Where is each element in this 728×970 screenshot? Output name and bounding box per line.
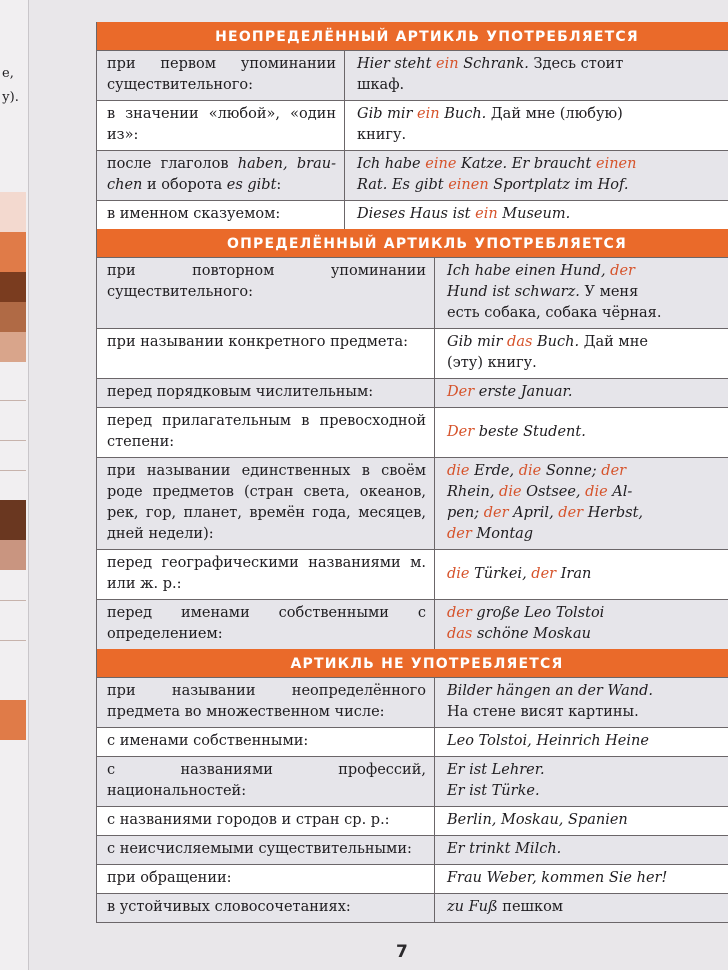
article-word: Der bbox=[447, 384, 475, 400]
example-cell bbox=[435, 258, 728, 328]
example-line bbox=[357, 175, 728, 196]
rule-cell: с названиями профессий, национальностей: bbox=[97, 757, 435, 806]
example-line bbox=[447, 524, 728, 545]
article-word: einen bbox=[448, 177, 489, 193]
example-text: Ich habe bbox=[357, 156, 426, 172]
article-word: ein bbox=[475, 206, 498, 222]
rule-cell: с именами собственными: bbox=[97, 728, 435, 756]
example-text: zu Fuß bbox=[447, 899, 503, 915]
article-word: die bbox=[585, 484, 608, 500]
article-usage-table bbox=[96, 22, 728, 923]
translation-text: книгу. bbox=[357, 127, 407, 143]
rule-text: после глаголов bbox=[107, 156, 238, 172]
example-line bbox=[447, 897, 728, 918]
table-row bbox=[97, 893, 728, 923]
facing-page-edge bbox=[0, 0, 29, 970]
textbook-page bbox=[60, 0, 728, 970]
example-cell bbox=[345, 101, 728, 150]
example-cell bbox=[435, 550, 728, 599]
table-row bbox=[97, 864, 728, 893]
example-cell bbox=[435, 894, 728, 922]
example-line bbox=[447, 810, 728, 831]
article-word: eine bbox=[425, 156, 457, 172]
table-row bbox=[97, 100, 728, 150]
example-text: große Leo Tolstoi bbox=[471, 605, 605, 621]
example-line bbox=[357, 125, 728, 146]
table-row bbox=[97, 378, 728, 407]
table-row bbox=[97, 599, 728, 649]
rule-cell: в именном сказуемом: bbox=[97, 201, 345, 229]
article-word: Der bbox=[447, 423, 475, 440]
table-row bbox=[97, 549, 728, 599]
example-text: Buch. bbox=[439, 106, 491, 122]
example-line bbox=[357, 154, 728, 175]
example-cell bbox=[435, 408, 728, 457]
example-text: Frau Weber, kommen Sie her! bbox=[447, 870, 668, 886]
section-header: ОПРЕДЕЛЁННЫЙ АРТИКЛЬ УПОТРЕБЛЯЕТСЯ bbox=[97, 229, 728, 257]
divider bbox=[0, 640, 26, 641]
example-text: schöne Moskau bbox=[472, 626, 591, 642]
article-word: ein bbox=[436, 56, 459, 72]
example-line bbox=[447, 261, 728, 282]
article-word: der bbox=[610, 263, 635, 279]
table-row bbox=[97, 407, 728, 457]
table-row bbox=[97, 50, 728, 100]
example-text: Er ist Türke. bbox=[447, 783, 540, 799]
translation-text: пешком bbox=[502, 899, 564, 915]
table-row bbox=[97, 835, 728, 864]
rule-cell: при назывании неопределённого предмета во множественном числе: bbox=[97, 678, 435, 727]
example-line bbox=[447, 282, 728, 303]
rule-cell: перед порядковым числительным: bbox=[97, 379, 435, 407]
translation-text: Дай мне bbox=[583, 334, 648, 350]
example-text: Dieses Haus ist bbox=[357, 206, 476, 222]
example-text: Gib mir bbox=[357, 106, 418, 122]
example-text: Rhein, bbox=[447, 484, 500, 500]
example-text: Erde, bbox=[469, 463, 519, 479]
facing-page-text: у). bbox=[2, 90, 19, 105]
example-text: pen; bbox=[447, 505, 484, 521]
rule-text: : bbox=[276, 177, 282, 193]
article-word: der bbox=[531, 565, 557, 582]
table-row bbox=[97, 200, 728, 229]
example-line bbox=[447, 564, 728, 585]
example-cell bbox=[435, 836, 728, 864]
example-line bbox=[357, 54, 728, 75]
example-cell bbox=[435, 678, 728, 727]
rule-term: es gibt bbox=[226, 177, 277, 193]
example-cell bbox=[435, 757, 728, 806]
rule-cell: при обращении: bbox=[97, 865, 435, 893]
example-text: Hier steht bbox=[357, 56, 437, 72]
color-band bbox=[0, 232, 26, 272]
translation-text: Дай мне (любую) bbox=[490, 106, 623, 122]
article-word: die bbox=[447, 463, 470, 479]
article-word: der bbox=[447, 605, 472, 621]
translation-text: У меня bbox=[584, 284, 639, 300]
example-text: Bilder hängen an der Wand. bbox=[447, 683, 653, 699]
example-text: Er trinkt Milch. bbox=[447, 841, 562, 857]
rule-term: chen bbox=[107, 177, 143, 193]
rule-text: и оборота bbox=[142, 177, 227, 193]
divider bbox=[0, 600, 26, 601]
table-row bbox=[97, 677, 728, 727]
example-text: Katze. Er braucht bbox=[456, 156, 596, 172]
rule-cell bbox=[97, 151, 345, 200]
example-text: Buch. bbox=[532, 334, 584, 350]
example-line bbox=[447, 332, 728, 353]
rule-cell: при назывании конкретного предмета: bbox=[97, 329, 435, 378]
rule-cell: в значении «любой», «один из»: bbox=[97, 101, 345, 150]
table-row bbox=[97, 806, 728, 835]
example-text: Herbst, bbox=[583, 505, 644, 521]
section-header: НЕОПРЕДЕЛЁННЫЙ АРТИКЛЬ УПОТРЕБЛЯЕТСЯ bbox=[97, 22, 728, 50]
example-cell bbox=[435, 728, 728, 756]
example-line bbox=[447, 503, 728, 524]
article-word: die bbox=[518, 463, 542, 479]
translation-text: (эту) книгу. bbox=[447, 355, 537, 371]
example-text: erste Januar. bbox=[474, 384, 573, 400]
example-text: Ostsee, bbox=[521, 484, 586, 500]
example-line bbox=[447, 702, 728, 723]
example-text: Schrank. bbox=[458, 56, 534, 72]
article-word: der bbox=[558, 505, 584, 521]
example-line bbox=[447, 603, 728, 624]
example-text: Rat. Es gibt bbox=[357, 177, 449, 193]
example-text: Sonne; bbox=[541, 463, 602, 479]
example-text: Iran bbox=[556, 565, 592, 582]
color-band bbox=[0, 272, 26, 302]
example-text: Montag bbox=[471, 526, 534, 542]
example-cell bbox=[435, 458, 728, 549]
rule-cell: перед прилагательным в превосходной степени: bbox=[97, 408, 435, 457]
example-line bbox=[447, 681, 728, 702]
example-line bbox=[447, 353, 728, 374]
translation-text: шкаф. bbox=[357, 77, 405, 93]
example-text: Ich habe einen Hund, bbox=[447, 263, 611, 279]
article-word: die bbox=[447, 565, 470, 582]
example-line bbox=[447, 422, 728, 443]
example-cell bbox=[435, 865, 728, 893]
color-band bbox=[0, 302, 26, 332]
rule-term: haben, brau- bbox=[237, 156, 336, 172]
table-row bbox=[97, 328, 728, 378]
example-line bbox=[447, 731, 728, 752]
rule-cell: при первом упоминании существительного: bbox=[97, 51, 345, 100]
table-row bbox=[97, 727, 728, 756]
rule-cell: с неисчисляемыми существительными: bbox=[97, 836, 435, 864]
example-text: Sportplatz im Hof. bbox=[488, 177, 629, 193]
article-word: die bbox=[499, 484, 522, 500]
rule-cell: в устойчивых словосочетаниях: bbox=[97, 894, 435, 922]
example-text: Gib mir bbox=[447, 334, 508, 350]
example-cell bbox=[435, 379, 728, 407]
divider bbox=[0, 440, 26, 441]
example-text: Er ist Lehrer. bbox=[447, 762, 545, 778]
rule-cell: перед географическими названиями м. или ж. р.: bbox=[97, 550, 435, 599]
example-text: Museum. bbox=[497, 206, 571, 222]
rule-cell: перед именами собственными с определением: bbox=[97, 600, 435, 649]
example-line bbox=[447, 760, 728, 781]
translation-text: есть собака, собака чёрная. bbox=[447, 305, 662, 321]
example-line bbox=[447, 303, 728, 324]
example-line bbox=[357, 204, 728, 225]
article-word: das bbox=[447, 626, 473, 642]
example-line bbox=[447, 482, 728, 503]
divider bbox=[0, 400, 26, 401]
example-text: April, bbox=[508, 505, 559, 521]
table-row bbox=[97, 756, 728, 806]
example-line bbox=[447, 624, 728, 645]
example-line bbox=[447, 839, 728, 860]
example-cell bbox=[435, 600, 728, 649]
example-cell bbox=[345, 51, 728, 100]
rule-cell: с названиями городов и стран ср. р.: bbox=[97, 807, 435, 835]
example-cell bbox=[435, 329, 728, 378]
translation-text: На стене висят картины. bbox=[447, 704, 639, 720]
table-row bbox=[97, 150, 728, 200]
color-band bbox=[0, 700, 26, 740]
example-text: beste Student. bbox=[474, 423, 586, 440]
color-band bbox=[0, 332, 26, 362]
example-text: Türkei, bbox=[469, 565, 532, 582]
article-word: einen bbox=[595, 156, 637, 172]
article-word: der bbox=[601, 463, 627, 479]
rule-cell: при повторном упоминании существительного: bbox=[97, 258, 435, 328]
example-text: Leo Tolstoi, Heinrich Heine bbox=[447, 733, 649, 749]
example-text: Hund ist schwarz. bbox=[447, 284, 585, 300]
article-word: der bbox=[483, 505, 509, 521]
color-band bbox=[0, 500, 26, 540]
table-row bbox=[97, 257, 728, 328]
color-band bbox=[0, 540, 26, 570]
translation-text: Здесь стоит bbox=[533, 56, 624, 72]
example-cell bbox=[345, 201, 728, 229]
divider bbox=[0, 470, 26, 471]
example-cell bbox=[435, 807, 728, 835]
article-word: das bbox=[507, 334, 533, 350]
table-row bbox=[97, 457, 728, 549]
facing-page-text: е, bbox=[2, 66, 14, 81]
example-line bbox=[357, 104, 728, 125]
rule-cell: при назывании единственных в своём роде предметов (стран света, океанов, рек, гор, планет, времён года, месяцев, дней недели): bbox=[97, 458, 435, 549]
example-line bbox=[447, 781, 728, 802]
example-line bbox=[447, 461, 728, 482]
example-cell bbox=[345, 151, 728, 200]
article-word: ein bbox=[417, 106, 440, 122]
example-text: Al- bbox=[607, 484, 633, 500]
article-word: der bbox=[447, 526, 472, 542]
example-line bbox=[447, 868, 728, 889]
color-band bbox=[0, 192, 26, 232]
section-header: АРТИКЛЬ НЕ УПОТРЕБЛЯЕТСЯ bbox=[97, 649, 728, 677]
example-line bbox=[447, 382, 728, 403]
example-line bbox=[357, 75, 728, 96]
page-number: 7 bbox=[396, 942, 408, 962]
example-text: Berlin, Moskau, Spanien bbox=[447, 812, 628, 828]
